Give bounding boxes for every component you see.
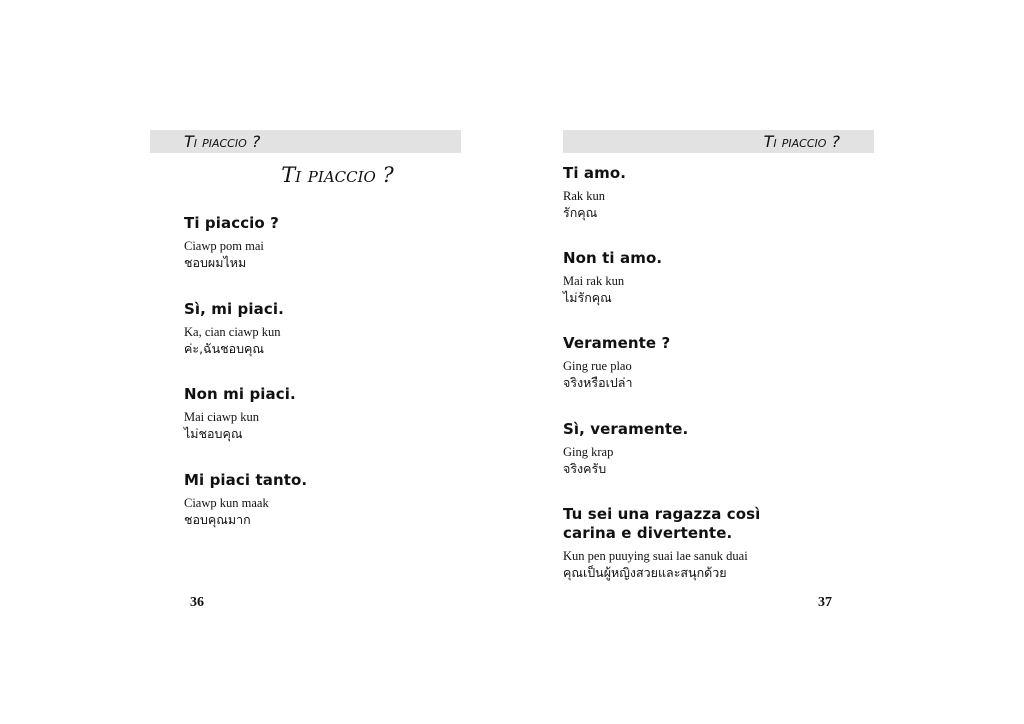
right-page	[512, 0, 1024, 724]
thai-text: ชอบผมไหม	[184, 255, 247, 270]
phrase-entry	[563, 334, 670, 392]
italian-phrase: Ti piaccio ?	[184, 214, 279, 232]
italian-phrase: Non ti amo.	[563, 249, 663, 267]
phrase-entry	[184, 471, 307, 529]
thai-text: ไม่รักคุณ	[563, 290, 612, 305]
italian-phrase: Tu sei una ragazza così carina e divertente.	[563, 505, 761, 542]
italian-phrase: Sì, mi piaci.	[184, 300, 284, 318]
phrase-entry	[563, 164, 626, 222]
page-number: 36	[190, 595, 204, 610]
thai-text: ไม่ชอบคุณ	[184, 426, 243, 441]
phrase-entry	[184, 385, 296, 443]
page-number: 37	[818, 595, 832, 610]
transliteration: Ging krap	[563, 445, 614, 459]
phrase-entry	[184, 300, 284, 358]
transliteration: Ciawp kun maak	[184, 496, 269, 510]
italian-phrase: Sì, veramente.	[563, 420, 689, 438]
phrase-entry	[563, 249, 662, 307]
transliteration: Kun pen puuying suai lae sanuk duai	[563, 549, 748, 563]
italian-phrase: Non mi piaci.	[184, 385, 296, 403]
transliteration: Ging rue plao	[563, 359, 632, 373]
section-title: Ti piaccio ?	[281, 163, 394, 187]
transliteration: Rak kun	[563, 189, 606, 203]
thai-text: จริงหรือเปล่า	[563, 375, 633, 390]
thai-text: ชอบคุณมาก	[184, 512, 251, 527]
phrase-entry	[563, 505, 793, 582]
phrase-entry	[184, 214, 279, 272]
thai-text: คุณเป็นผู้หญิงสวยและสนุกด้วย	[563, 565, 727, 580]
transliteration: Ciawp pom mai	[184, 239, 264, 253]
thai-text: จริงครับ	[563, 461, 607, 476]
running-header-right: Ti piaccio ?	[563, 130, 874, 153]
thai-text: ค่ะ,ฉันชอบคุณ	[184, 341, 264, 356]
italian-phrase: Ti amo.	[563, 164, 627, 182]
transliteration: Mai ciawp kun	[184, 410, 259, 424]
transliteration: Ka, cian ciawp kun	[184, 325, 281, 339]
running-header-left: Ti piaccio ?	[150, 130, 461, 153]
thai-text: รักคุณ	[563, 205, 598, 220]
phrase-entry	[563, 420, 688, 478]
transliteration: Mai rak kun	[563, 274, 625, 288]
italian-phrase: Mi piaci tanto.	[184, 471, 308, 489]
italian-phrase: Veramente ?	[563, 334, 671, 352]
